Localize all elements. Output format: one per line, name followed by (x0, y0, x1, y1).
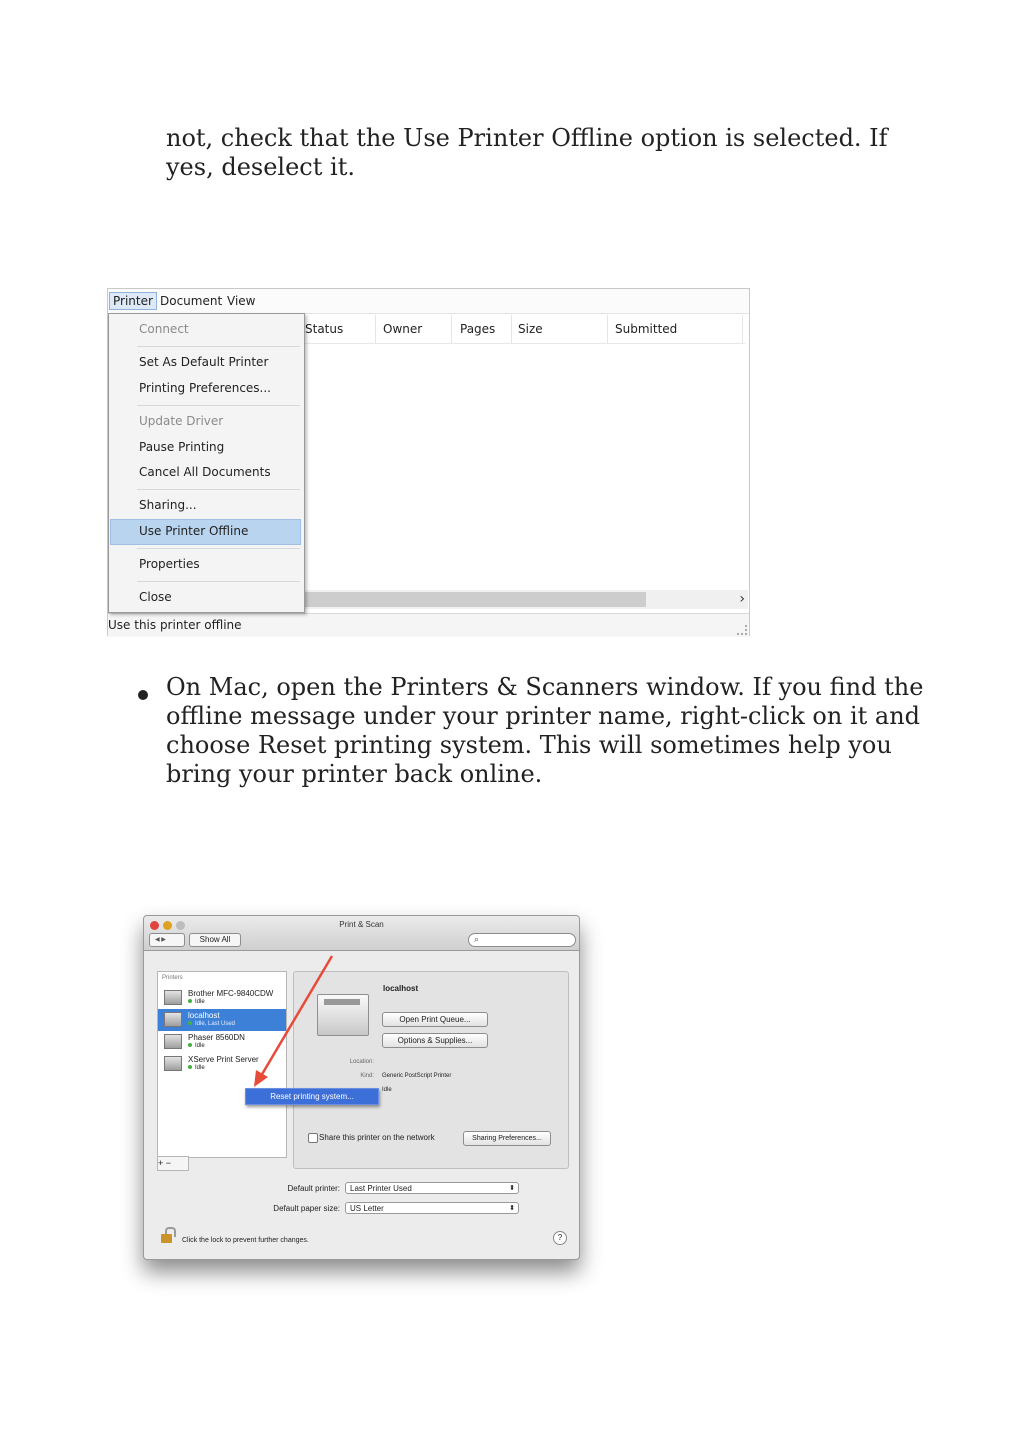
printer-name: Brother MFC-9840CDW (188, 989, 274, 998)
help-icon[interactable]: ? (553, 1231, 567, 1245)
mac-instruction-paragraph: On Mac, open the Printers & Scanners window. If you find the offline message under your printer name, right-click on it and choose Reset printing system. This will sometimes help you bring your printer back online. (166, 673, 924, 788)
menu-bar (108, 289, 749, 314)
arrow-shaft (261, 956, 332, 1076)
windows-print-queue-screenshot (107, 288, 750, 636)
printer-menu-dropdown (108, 313, 305, 613)
default-paper-size-label: Default paper size: (273, 1204, 340, 1213)
default-paper-size-value: US Letter (350, 1204, 384, 1213)
show-all-button[interactable]: Show All (189, 933, 241, 947)
share-printer-label: Share this printer on the network (319, 1133, 435, 1142)
printer-name: XServe Print Server (188, 1055, 259, 1064)
menu-item-printing-preferences[interactable]: Printing Preferences... (139, 381, 271, 395)
menu-item-properties[interactable]: Properties (139, 557, 200, 571)
select-arrows-icon: ⬍ (509, 1185, 515, 1192)
select-arrows-icon: ⬍ (509, 1205, 515, 1212)
printer-name: Phaser 8560DN (188, 1033, 245, 1042)
printers-header: Printers (162, 975, 183, 981)
instruction-paragraph: not, check that the Use Printer Offline option is selected. If yes, deselect it. (166, 124, 888, 181)
status-text: Use this printer offline (108, 618, 242, 632)
column-owner[interactable]: Owner (383, 322, 423, 336)
sharing-preferences-button[interactable]: Sharing Preferences... (463, 1131, 551, 1146)
menu-item-connect[interactable]: Connect (139, 322, 189, 336)
menu-separator (137, 405, 300, 406)
lock-text: Click the lock to prevent further changes. (182, 1237, 309, 1244)
horizontal-scrollbar[interactable] (304, 590, 748, 609)
menu-separator (137, 581, 300, 582)
options-supplies-button[interactable]: Options & Supplies... (382, 1033, 488, 1048)
menu-separator (137, 548, 300, 549)
column-size[interactable]: Size (518, 322, 543, 336)
scrollbar-thumb[interactable] (304, 592, 646, 607)
context-menu-reset-printing-system[interactable]: Reset printing system... (245, 1088, 379, 1105)
kind-label: Kind: (360, 1073, 374, 1079)
menu-printer[interactable]: Printer (109, 292, 157, 310)
red-arrow-annotation (144, 916, 581, 1261)
default-printer-value: Last Printer Used (350, 1184, 412, 1193)
status-bar (108, 613, 749, 637)
column-divider (511, 315, 512, 343)
arrow-head-icon (254, 1070, 268, 1087)
search-icon: ⌕ (474, 934, 480, 944)
column-submitted[interactable]: Submitted (615, 322, 678, 336)
bullet-dot (138, 690, 148, 700)
printer-status-text: Idle (195, 1065, 205, 1071)
mac-print-scan-screenshot (143, 915, 580, 1260)
column-status[interactable]: Status (305, 322, 344, 336)
column-pages[interactable]: Pages (460, 322, 496, 336)
column-divider (607, 315, 608, 343)
back-forward-arrows-icon: ◀ ▶ (155, 937, 166, 943)
menu-view[interactable]: View (227, 294, 256, 308)
menu-document[interactable]: Document (160, 294, 223, 308)
column-divider (375, 315, 376, 343)
open-print-queue-button[interactable]: Open Print Queue... (382, 1012, 488, 1027)
menu-item-cancel-all[interactable]: Cancel All Documents (139, 465, 271, 479)
menu-item-pause-printing[interactable]: Pause Printing (139, 440, 225, 454)
menu-separator (137, 346, 300, 347)
menu-item-sharing[interactable]: Sharing... (139, 498, 197, 512)
selected-printer-name: localhost (383, 984, 419, 993)
queue-column-headers (304, 315, 745, 344)
menu-item-update-driver[interactable]: Update Driver (139, 414, 224, 428)
status-value: Idle (382, 1087, 392, 1093)
printer-status-text: Idle (195, 1043, 205, 1049)
scroll-right-icon[interactable]: › (739, 591, 745, 607)
column-divider (742, 315, 743, 343)
column-divider (451, 315, 452, 343)
menu-item-close[interactable]: Close (139, 590, 172, 604)
add-remove-printer-buttons[interactable]: + − (157, 1156, 189, 1171)
resize-grip-icon[interactable] (737, 625, 747, 635)
location-label: Location: (349, 1059, 374, 1065)
printer-status-text: Idle, Last Used (195, 1021, 236, 1027)
window-title: Print & Scan (339, 920, 384, 929)
default-printer-label: Default printer: (287, 1184, 340, 1193)
printer-name: localhost (188, 1011, 220, 1020)
menu-separator (137, 489, 300, 490)
printer-status-text: Idle (195, 999, 205, 1005)
menu-item-set-default[interactable]: Set As Default Printer (139, 355, 269, 369)
kind-value: Generic PostScript Printer (382, 1073, 452, 1079)
menu-item-use-printer-offline[interactable]: Use Printer Offline (139, 524, 249, 538)
